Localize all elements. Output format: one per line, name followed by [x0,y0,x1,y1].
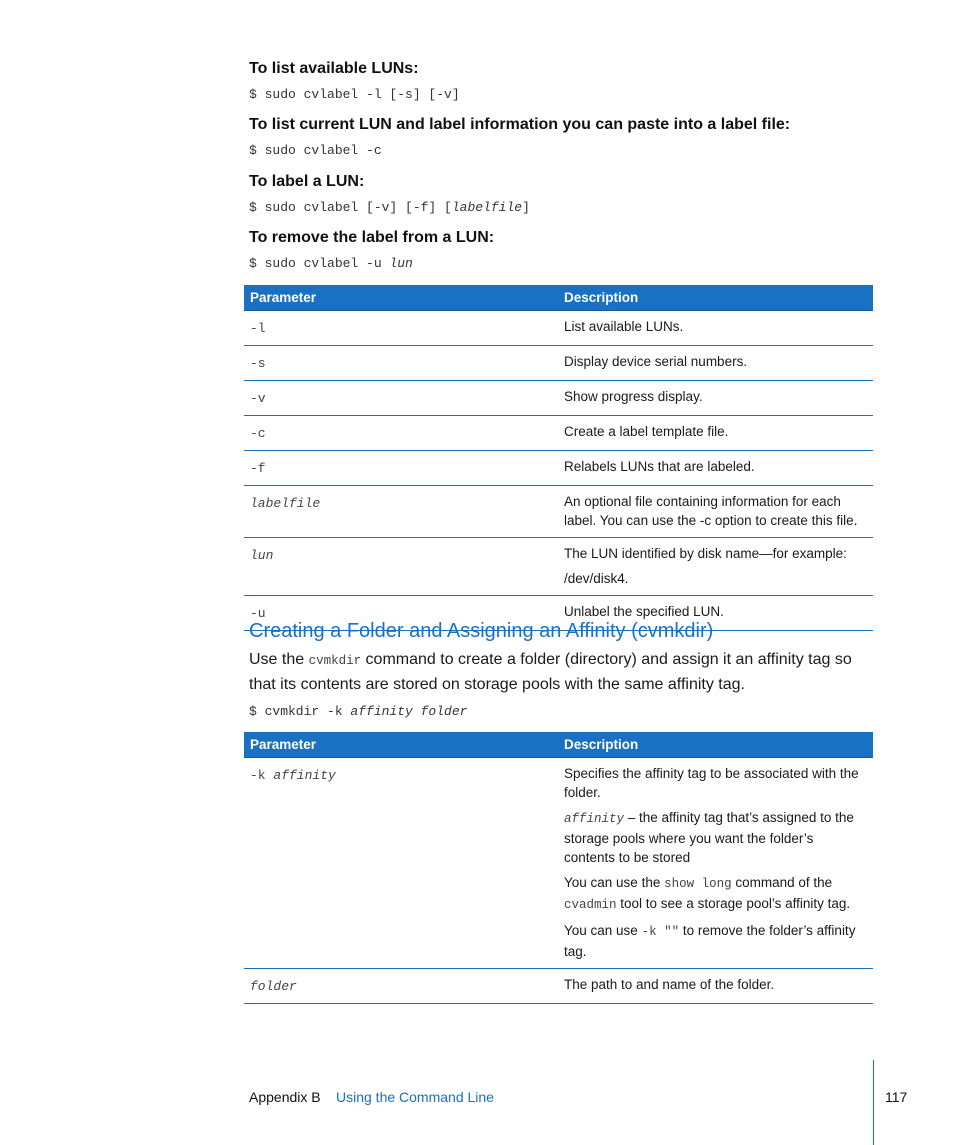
parameter-table-cvlabel [244,285,873,631]
description-cell: An optional file containing information for each label. You can use the -c option to create this file. [558,486,873,538]
command-text: $ sudo cvlabel -u [249,256,390,271]
command-remove-label [249,256,413,271]
command-argument: lun [389,256,413,271]
table-row [244,486,873,538]
param-cell: -f [244,451,558,486]
param-cell: -u [244,596,558,631]
param-cell: -c [244,416,558,451]
param-cell [244,538,558,596]
command-text: $ sudo cvlabel [-v] [-f] [ [249,200,452,215]
description-text: You can use [564,923,642,938]
param-cell [244,758,558,969]
description-text: to remove the folder’s affinity tag. [564,923,856,959]
column-header-parameter: Parameter [244,285,558,311]
description-cell [558,758,873,969]
heading-list-current-lun: To list current LUN and label information you can paste into a label file: [249,116,791,133]
command-text: ] [522,200,530,215]
column-header-description: Description [558,285,873,311]
heading-remove-label: To remove the label from a LUN: [249,229,495,246]
param-italic: affinity [273,768,336,783]
footer-appendix: Appendix B [249,1089,321,1105]
param-cell [244,969,558,1004]
column-header-parameter: Parameter [244,732,558,758]
footer-divider [873,1060,874,1145]
parameter-table-cvmkdir [244,732,873,1004]
description-paragraph [564,873,867,915]
param-italic: folder [250,979,297,994]
page-number: 117 [885,1089,908,1105]
param-italic: labelfile [250,496,321,511]
table-header-row [244,285,873,311]
section-title: Creating a Folder and Assigning an Affinity (cvmkdir) [249,620,714,642]
param-cell [244,486,558,538]
description-text: – the affinity tag that’s assigned to the storage pools where you want the folder’s contents to be stored [564,810,854,865]
inline-code: show long [664,877,732,891]
command-text: $ cvmkdir -k [249,704,351,719]
description-cell: Create a label template file. [558,416,873,451]
description-paragraph [564,921,867,961]
description-cell: Relabels LUNs that are labeled. [558,451,873,486]
param-cell: -v [244,381,558,416]
param-text: -k [250,768,274,783]
description-cell: Unlabel the specified LUN. [558,596,873,631]
heading-list-luns: To list available LUNs: [249,60,419,77]
description-text: tool to see a storage pool’s affinity tag. [616,896,851,911]
table-row [244,346,873,381]
description-paragraph: Specifies the affinity tag to be associated with the folder. [564,766,859,800]
inline-code: -k "" [641,925,680,939]
command-list-current-lun: $ sudo cvlabel -c [249,143,382,158]
command-cvmkdir [249,704,467,719]
command-argument: labelfile [451,200,523,215]
table-header-row [244,732,873,758]
description-text: command of the [731,875,833,890]
table-row [244,758,873,969]
table-row [244,538,873,596]
heading-label-lun: To label a LUN: [249,173,365,190]
table-row [244,969,873,1004]
description-cell [558,538,873,596]
body-text: command to create a folder (directory) and assign it an affinity tag so that its contents are stored on storage pools with the same affinity tag. [249,651,852,693]
param-cell: -s [244,346,558,381]
section-body [249,648,879,696]
command-argument: affinity folder [350,704,468,719]
inline-code: cvmkdir [308,654,362,668]
description-text: You can use the [564,875,665,890]
footer-chapter-link[interactable]: Using the Command Line [336,1089,494,1105]
description-cell: List available LUNs. [558,311,873,346]
command-list-luns: $ sudo cvlabel -l [-s] [-v] [249,87,460,102]
table-row [244,381,873,416]
param-italic: lun [250,548,274,563]
description-cell: Display device serial numbers. [558,346,873,381]
description-cell: The path to and name of the folder. [558,969,873,1004]
body-text: Use the [249,651,309,668]
table-row [244,311,873,346]
table-row [244,451,873,486]
table-row [244,416,873,451]
param-cell: -l [244,311,558,346]
description-line: The LUN identified by disk name—for example: [564,546,847,561]
inline-code: cvadmin [564,898,617,912]
description-paragraph [564,808,867,867]
column-header-description: Description [558,732,873,758]
inline-code: affinity [564,812,625,826]
command-label-lun [249,200,530,215]
description-line: /dev/disk4. [564,571,629,586]
description-cell: Show progress display. [558,381,873,416]
